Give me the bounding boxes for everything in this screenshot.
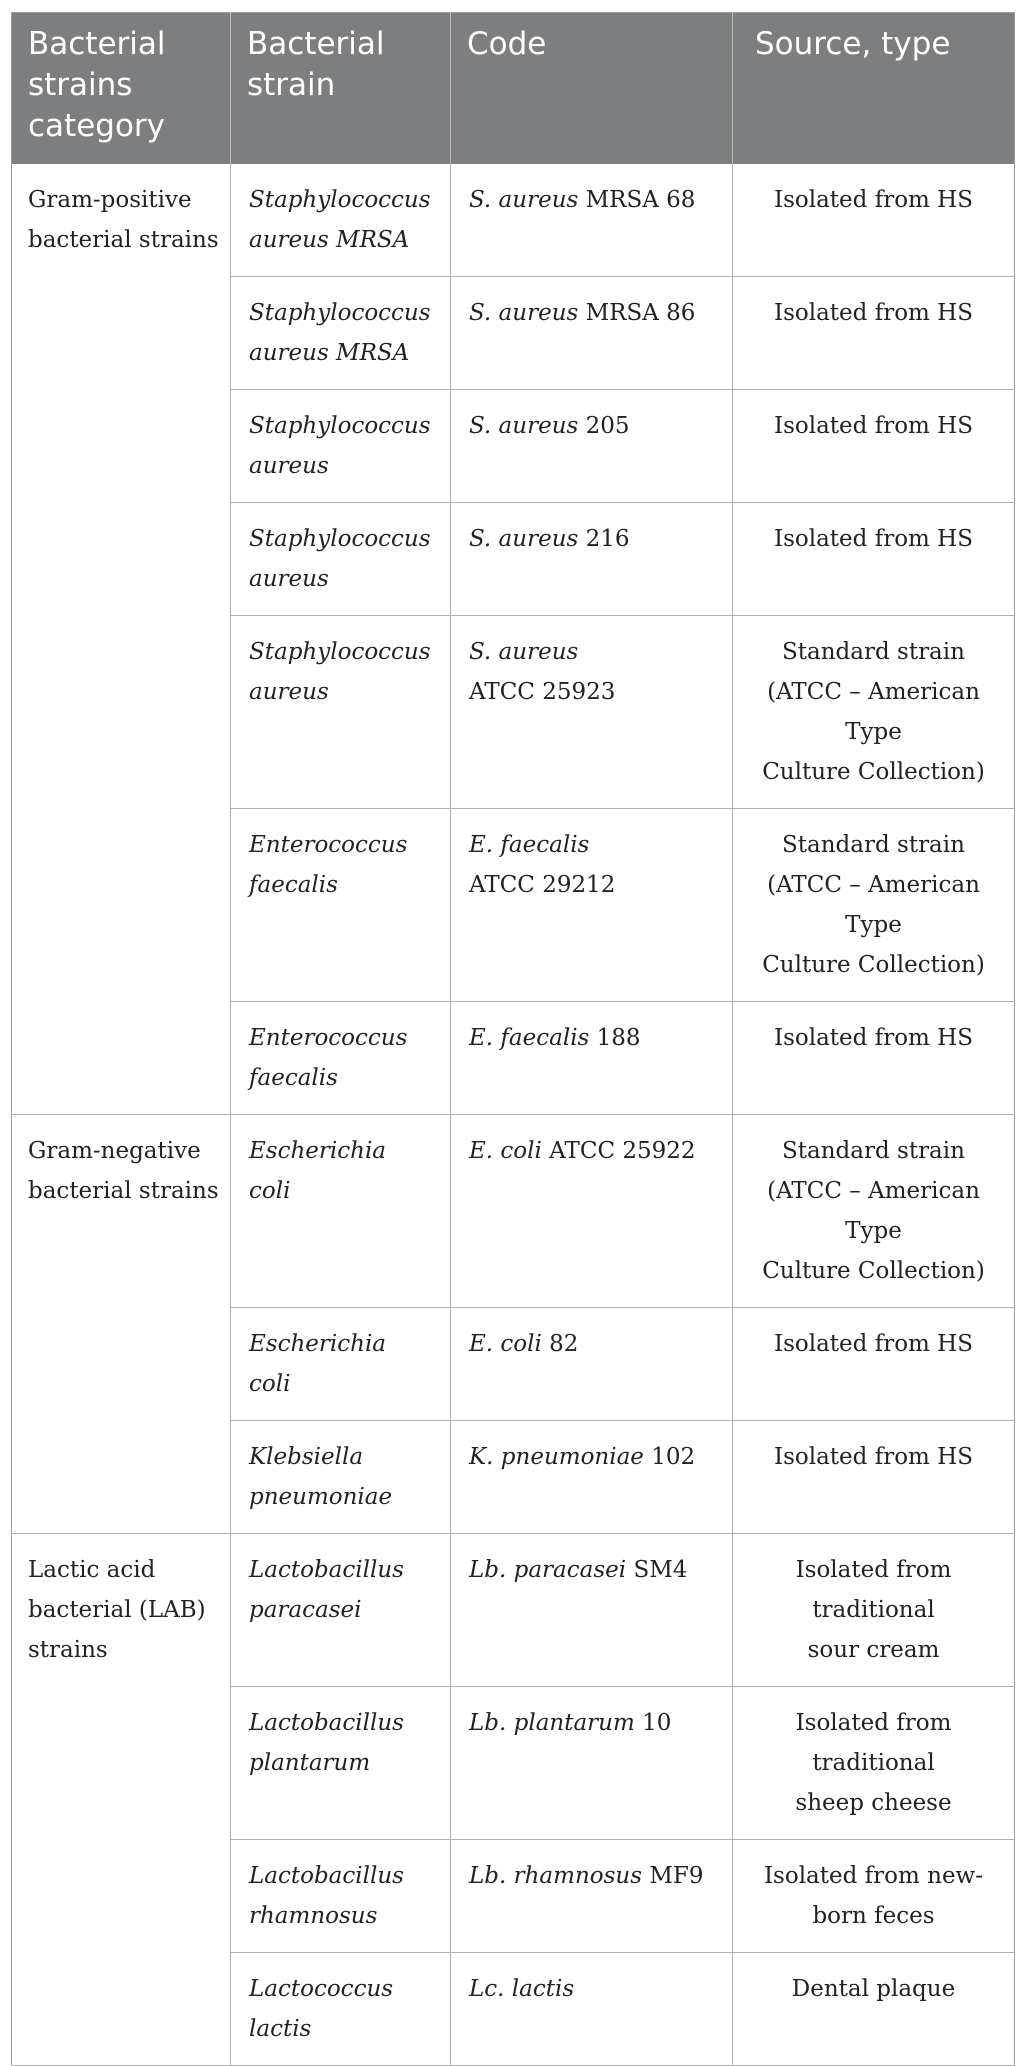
code-species: E. faecalis bbox=[469, 832, 590, 858]
strain-name: Staphylococcus aureus MRSA bbox=[249, 300, 431, 366]
strain-cell bbox=[231, 809, 451, 1002]
code-cell bbox=[451, 1308, 733, 1421]
code-id: MRSA 68 bbox=[578, 187, 696, 213]
table-header bbox=[12, 13, 1015, 165]
strain-cell bbox=[231, 1953, 451, 2066]
code-id: SM4 bbox=[626, 1557, 688, 1583]
category-cell: Gram-negative bacterial strains bbox=[12, 1115, 231, 1534]
code-cell bbox=[451, 164, 733, 277]
code-id: 82 bbox=[541, 1331, 579, 1357]
source-cell: Standard strain (ATCC – American Type Culture Collection) bbox=[733, 1115, 1015, 1308]
table-body bbox=[12, 164, 1015, 2066]
strain-name: Enterococcus faecalis bbox=[249, 1025, 408, 1091]
source-cell: Standard strain (ATCC – American Type Culture Collection) bbox=[733, 616, 1015, 809]
code-species: S. aureus bbox=[469, 300, 579, 326]
strain-name: Lactobacillus paracasei bbox=[249, 1557, 404, 1623]
code-species: E. coli bbox=[469, 1331, 542, 1357]
strain-cell bbox=[231, 164, 451, 277]
category-cell: Gram-positive bacterial strains bbox=[12, 164, 231, 1115]
strain-name: Staphylococcus aureus bbox=[249, 413, 431, 479]
header-source: Source, type bbox=[733, 13, 1015, 165]
strain-cell bbox=[231, 1002, 451, 1115]
code-cell bbox=[451, 277, 733, 390]
strain-cell bbox=[231, 277, 451, 390]
code-cell bbox=[451, 809, 733, 1002]
strain-name: Lactobacillus rhamnosus bbox=[249, 1863, 404, 1929]
strain-name: Lactococcus lactis bbox=[249, 1976, 394, 2042]
code-id: ATCC 25923 bbox=[469, 679, 616, 705]
code-id: ATCC 29212 bbox=[469, 872, 616, 898]
source-cell: Isolated from HS bbox=[733, 1308, 1015, 1421]
table-row bbox=[12, 164, 1015, 277]
code-cell bbox=[451, 503, 733, 616]
strain-cell bbox=[231, 1115, 451, 1308]
code-species: E. coli bbox=[469, 1138, 542, 1164]
strain-cell bbox=[231, 1687, 451, 1840]
code-cell bbox=[451, 1115, 733, 1308]
bacterial-strains-table bbox=[11, 12, 1015, 2066]
header-strain: Bacterial strain bbox=[231, 13, 451, 165]
strain-name: Lactobacillus plantarum bbox=[249, 1710, 404, 1776]
table-row bbox=[12, 1534, 1015, 1687]
header-row bbox=[12, 13, 1015, 165]
strain-cell bbox=[231, 616, 451, 809]
code-cell bbox=[451, 616, 733, 809]
code-id: 10 bbox=[634, 1710, 672, 1736]
header-code: Code bbox=[451, 13, 733, 165]
code-id: MRSA 86 bbox=[578, 300, 696, 326]
source-cell: Isolated from HS bbox=[733, 1421, 1015, 1534]
strain-cell bbox=[231, 1840, 451, 1953]
source-cell: Isolated from traditional sheep cheese bbox=[733, 1687, 1015, 1840]
source-cell: Standard strain (ATCC – American Type Culture Collection) bbox=[733, 809, 1015, 1002]
code-cell bbox=[451, 1953, 733, 2066]
strain-cell bbox=[231, 1421, 451, 1534]
code-species: Lc. lactis bbox=[469, 1976, 575, 2002]
strain-cell bbox=[231, 1534, 451, 1687]
code-species: S. aureus bbox=[469, 187, 579, 213]
code-cell bbox=[451, 1840, 733, 1953]
code-species: S. aureus bbox=[469, 413, 579, 439]
strain-name: Staphylococcus aureus bbox=[249, 639, 431, 705]
code-id: MF9 bbox=[642, 1863, 704, 1889]
code-id: 188 bbox=[589, 1025, 641, 1051]
code-species: Lb. paracasei bbox=[469, 1557, 627, 1583]
source-cell: Isolated from HS bbox=[733, 1002, 1015, 1115]
source-cell: Dental plaque bbox=[733, 1953, 1015, 2066]
code-species: Lb. rhamnosus bbox=[469, 1863, 643, 1889]
code-cell bbox=[451, 1002, 733, 1115]
table-row bbox=[12, 1115, 1015, 1308]
source-cell: Isolated from HS bbox=[733, 503, 1015, 616]
code-species: K. pneumoniae bbox=[469, 1444, 644, 1470]
category-cell: Lactic acid bacterial (LAB) strains bbox=[12, 1534, 231, 2066]
strain-name: Escherichia coli bbox=[249, 1331, 387, 1397]
code-cell bbox=[451, 1687, 733, 1840]
strain-cell bbox=[231, 1308, 451, 1421]
code-cell bbox=[451, 1534, 733, 1687]
code-species: Lb. plantarum bbox=[469, 1710, 635, 1736]
strain-name: Staphylococcus aureus MRSA bbox=[249, 187, 431, 253]
code-cell bbox=[451, 1421, 733, 1534]
code-species: E. faecalis bbox=[469, 1025, 590, 1051]
code-species: S. aureus bbox=[469, 526, 579, 552]
strain-name: Staphylococcus aureus bbox=[249, 526, 431, 592]
strain-cell bbox=[231, 390, 451, 503]
code-id: 216 bbox=[578, 526, 630, 552]
code-cell bbox=[451, 390, 733, 503]
source-cell: Isolated from HS bbox=[733, 277, 1015, 390]
source-cell: Isolated from HS bbox=[733, 164, 1015, 277]
code-id: 205 bbox=[578, 413, 630, 439]
source-cell: Isolated from HS bbox=[733, 390, 1015, 503]
strain-cell bbox=[231, 503, 451, 616]
strain-name: Escherichia coli bbox=[249, 1138, 387, 1204]
code-species: S. aureus bbox=[469, 639, 579, 665]
header-category: Bacterial strains category bbox=[12, 13, 231, 165]
strain-name: Enterococcus faecalis bbox=[249, 832, 408, 898]
source-cell: Isolated from traditional sour cream bbox=[733, 1534, 1015, 1687]
code-id: 102 bbox=[643, 1444, 696, 1470]
strain-name: Klebsiella pneumoniae bbox=[249, 1444, 393, 1510]
code-id: ATCC 25922 bbox=[541, 1138, 696, 1164]
source-cell: Isolated from new- born feces bbox=[733, 1840, 1015, 1953]
